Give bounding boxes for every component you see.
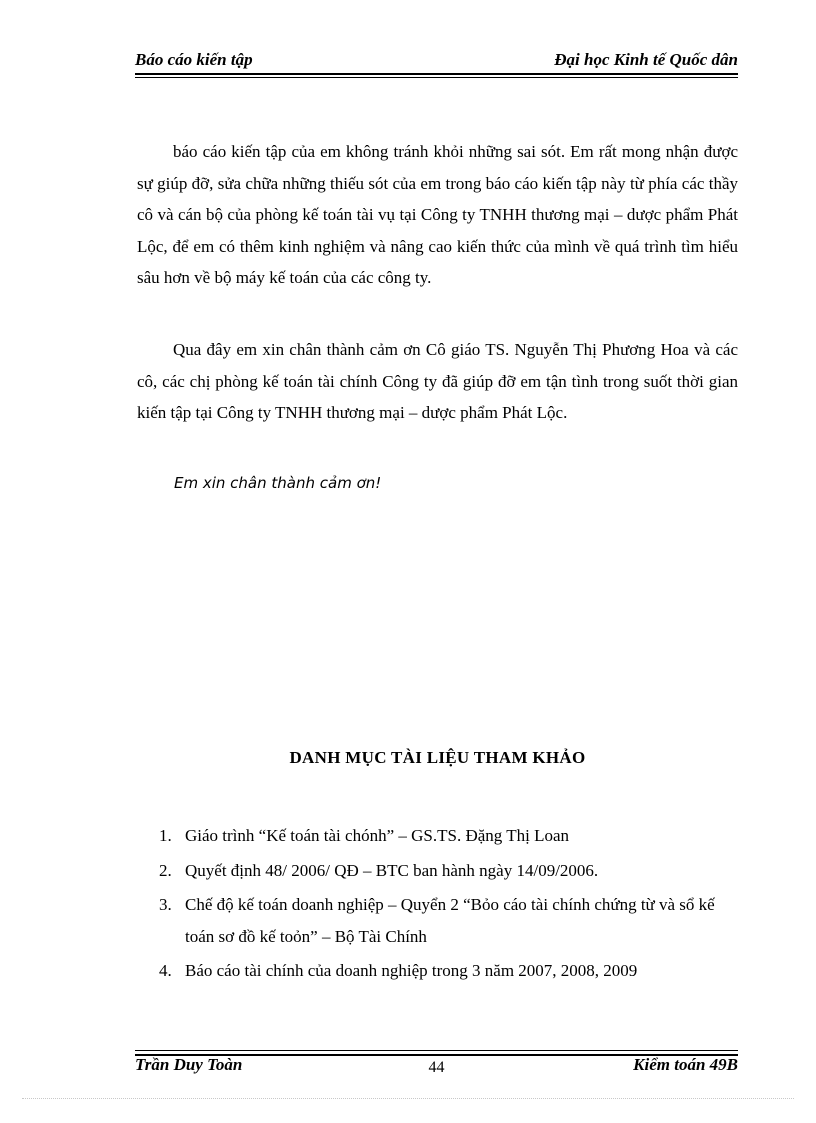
header-university: Đại học Kinh tế Quốc dân [554, 50, 738, 69]
reference-text: Quyết định 48/ 2006/ QĐ – BTC ban hành ngày 14/09/2006. [185, 860, 599, 880]
page-header [135, 50, 738, 74]
reference-item [137, 889, 738, 952]
closing-thanks: Em xin chân thành cảm ơn! [174, 474, 382, 492]
footer-rule-thin [135, 1050, 738, 1051]
page-footer [135, 1055, 738, 1079]
reference-item [137, 855, 738, 887]
footer-class: Kiểm toán 49B [633, 1055, 738, 1074]
page-number: 44 [428, 1059, 445, 1076]
references-list [137, 820, 738, 990]
reference-text: Chế độ kế toán doanh nghiệp – Quyển 2 “Bỏo cáo tài chính chứng từ và sổ kế toán sơ đồ kế toỏn” – Bộ Tài Chính [185, 895, 715, 946]
reference-number: 1. [159, 826, 172, 845]
body-paragraph-1: báo cáo kiến tập của em không tránh khỏi những sai sót. Em rất mong nhận được sự giúp đỡ, sửa chữa những thiếu sót của em trong báo cáo kiến tập này từ phía các thầy cô và cán bộ của phòng kế toán tài vụ tại Công ty TNHH thương mại – dược phẩm Phát Lộc, để em có thêm kinh nghiệm và nâng cao kiến thức của mình về quá trình tìm hiểu sâu hơn về bộ máy kế toán của các công ty. [137, 142, 738, 287]
page-edge-divider [22, 1098, 794, 1099]
reference-number: 2. [159, 860, 172, 880]
reference-text: Giáo trình “Kế toán tài chónh” – GS.TS. Đặng Thị Loan [185, 826, 569, 845]
body-paragraph-2: Qua đây em xin chân thành cảm ơn Cô giáo TS. Nguyễn Thị Phương Hoa và các cô, các chị phòng kế toán tài chính Công ty đã giúp đỡ em tận tình trong suốt thời gian kiến tập tại Công ty TNHH thương mại – dược phẩm Phát Lộc. [137, 340, 738, 422]
footer-author: Trần Duy Toàn [135, 1055, 243, 1074]
header-report-title: Báo cáo kiến tập [135, 50, 253, 69]
reference-number: 4. [159, 961, 172, 980]
references-title: DANH MỤC TÀI LIỆU THAM KHẢO [289, 748, 586, 767]
reference-number: 3. [159, 895, 172, 914]
header-rule-thin [135, 77, 738, 78]
reference-item [137, 955, 738, 987]
reference-text: Báo cáo tài chính của doanh nghiệp trong 3 năm 2007, 2008, 2009 [185, 961, 638, 980]
header-rule-thick [135, 73, 738, 75]
reference-item [137, 820, 738, 852]
